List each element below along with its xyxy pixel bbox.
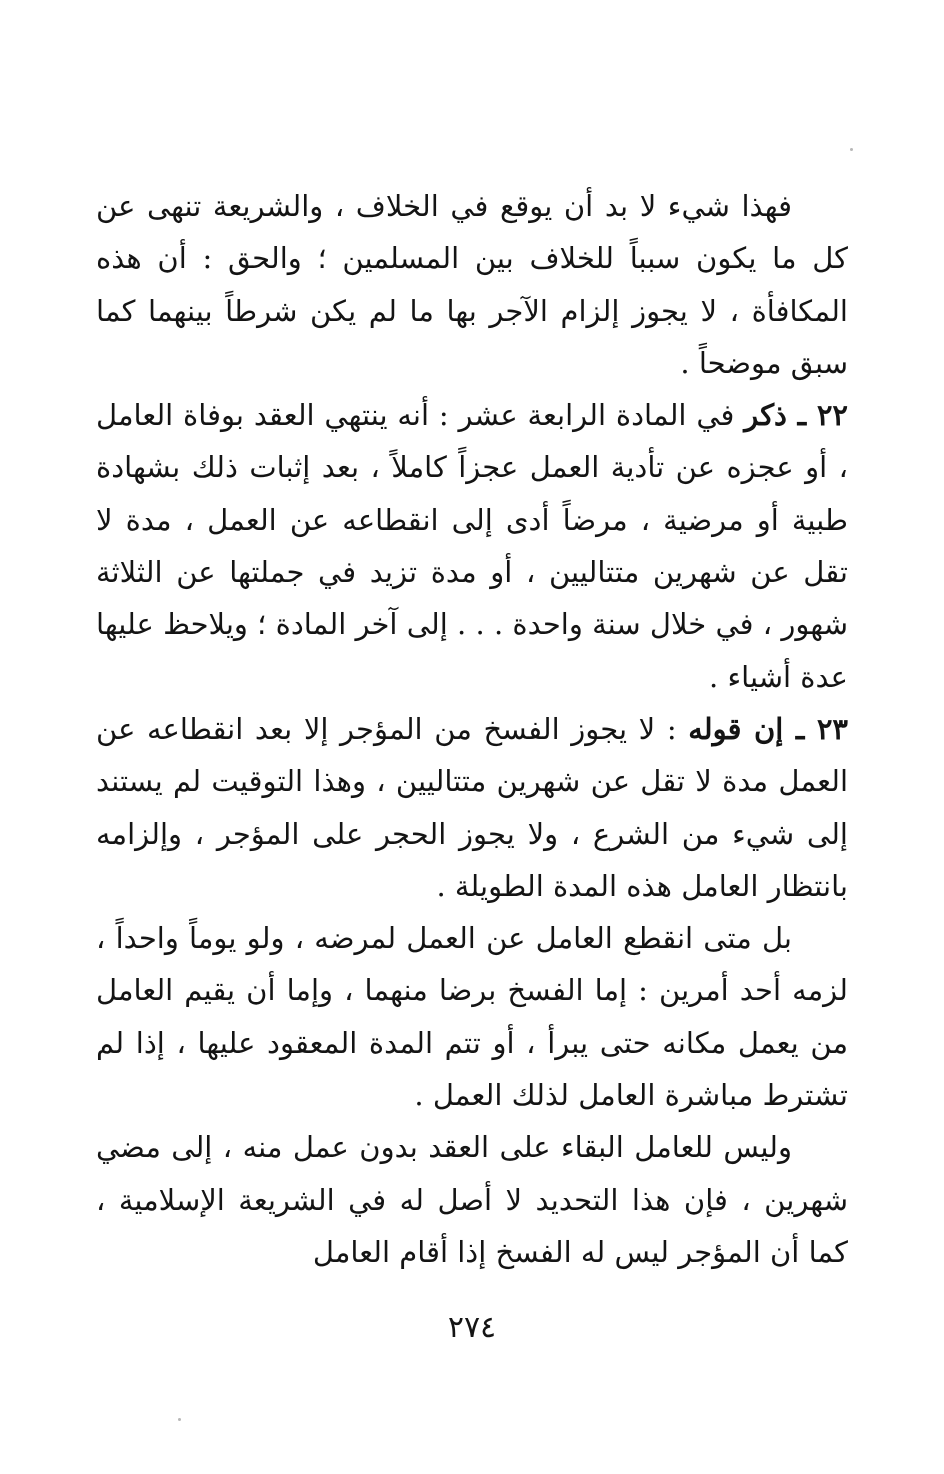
- page-number: ٢٧٤: [447, 1310, 497, 1345]
- paragraph-3-text: : لا يجوز الفسخ من المؤجر إلا بعد انقطاعه عن العمل مدة لا تقل عن شهرين متتاليين ، وهذا التوقيت لم يستند إلى شيء من الشرع ، ولا يجوز الحجر على المؤجر ، وإلزامه بانتظار العامل هذه المدة الطويلة .: [96, 711, 848, 903]
- scan-speck: [178, 1418, 181, 1421]
- paragraph-1-text: فهذا شيء لا بد أن يوقع في الخلاف ، والشريعة تنهى عن كل ما يكون سبباً للخلاف بين المسلمين ؛ والحق : أن هذه المكافأة ، لا يجوز إلزام الآجر بها ما لم يكن شرطاً بينهما كما سبق موضحاً .: [96, 189, 848, 380]
- paragraph-2: [96, 389, 848, 703]
- paragraph-4-text: بل متى انقطع العامل عن العمل لمرضه ، ولو يوماً واحداً ، لزمه أحد أمرين : إما الفسخ برضا منهما ، وإما أن يقيم العامل من يعمل مكانه حتى يبرأ ، أو تتم المدة المعقود عليها ، إذا لم تشترط مباشرة العامل لذلك العمل .: [96, 921, 848, 1113]
- paragraph-4: [96, 912, 848, 1121]
- paragraph-1: [96, 180, 848, 389]
- body-text: [96, 180, 848, 1278]
- paragraph-3: [96, 703, 848, 912]
- paragraph-2-lead: ٢٢ ـ ذكر: [744, 398, 848, 433]
- paragraph-5-text: وليس للعامل البقاء على العقد بدون عمل منه ، إلى مضي شهرين ، فإن هذا التحديد لا أصل له في الشريعة الإسلامية ، كما أن المؤجر ليس له الفسخ إذا أقام العامل: [96, 1130, 848, 1269]
- paragraph-3-lead: ٢٣ ـ إن قوله: [688, 711, 848, 746]
- paragraph-2-text: في المادة الرابعة عشر : أنه ينتهي العقد بوفاة العامل ، أو عجزه عن تأدية العمل عجزاً كاملاً ، بعد إثبات ذلك بشهادة طبية أو مرضية ، مرضاً أدى إلى انقطاعه عن العمل ، مدة لا تقل عن شهرين متتاليين ، أو مدة تزيد في جملتها عن الثلاثة شهور ، في خلال سنة واحدة . . . إلى آخر المادة ؛ ويلاحظ عليها عدة أشياء .: [96, 398, 848, 694]
- paragraph-5: [96, 1121, 848, 1278]
- scan-speck: [850, 148, 853, 151]
